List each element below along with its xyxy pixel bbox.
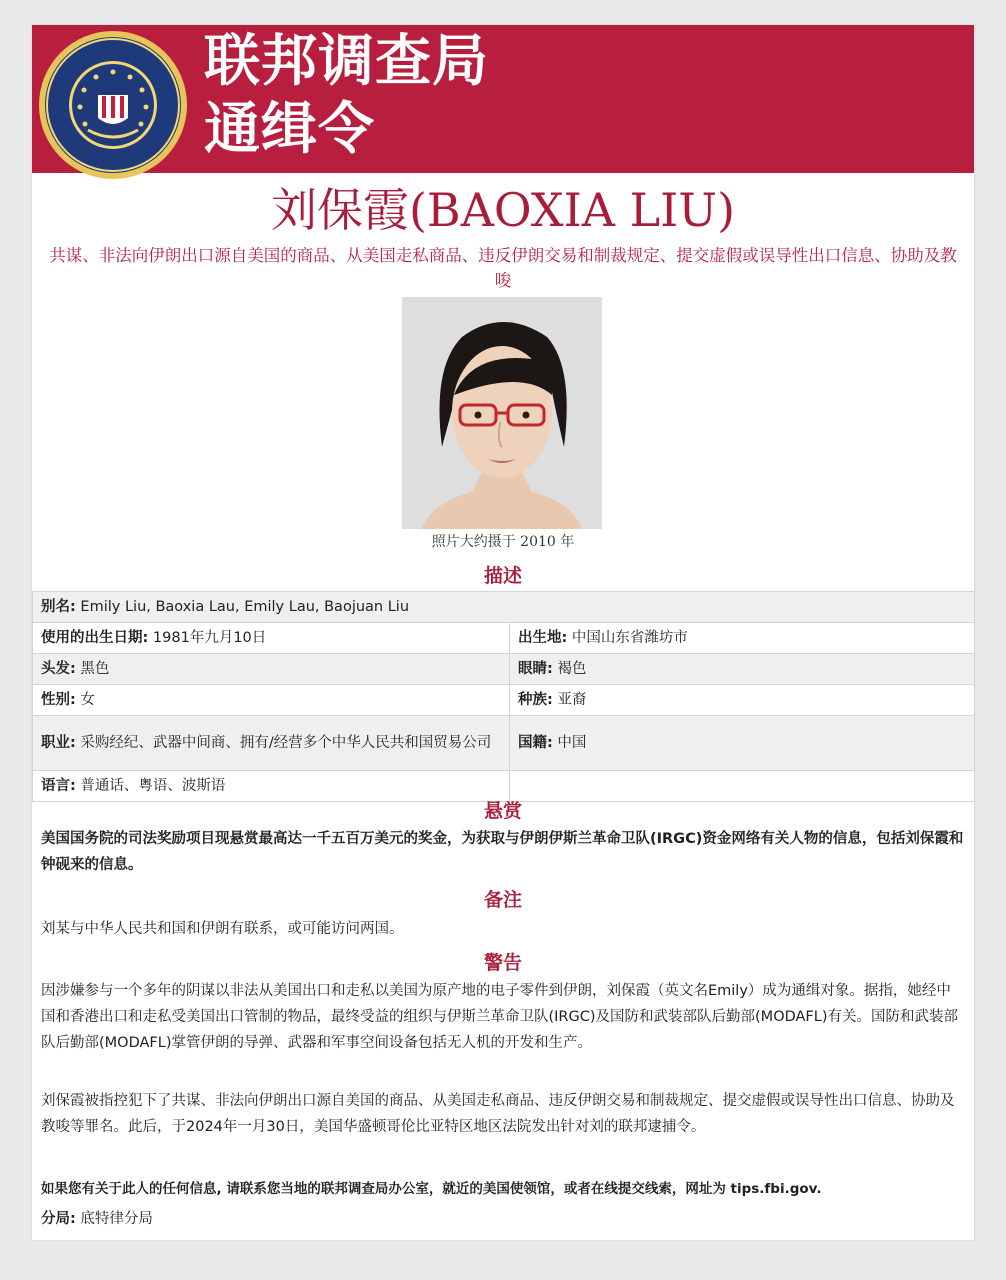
wanted-poster <box>32 25 974 1240</box>
description-heading: 描述 <box>483 565 522 587</box>
reward-text: 美国国务院的司法奖励项目现悬赏最高达一千五百万美元的奖金，为获取与伊朗伊斯兰革命卫队(IRGC)资金网络有关人物的信息，包括刘保霞和钟砚来的信息。 <box>41 831 964 873</box>
languages-value: 普通话、粤语、波斯语 <box>80 778 226 794</box>
header-banner <box>32 25 974 173</box>
caution-paragraph-2: 刘保霞被指控犯下了共谋、非法向伊朗出口源自美国的商品、从美国走私商品、违反伊朗交易和制裁规定、提交虚假或误导性出口信息、协助及教唆等罪名。此后，于2024年一月30日，美国华盛顿哥伦比亚特区地区法院发出针对刘的联邦逮捕令。 <box>41 1093 955 1135</box>
table-row <box>33 592 975 623</box>
dob-label: 使用的出生日期: <box>41 630 149 646</box>
race-cell <box>510 685 975 716</box>
contact-text: 如果您有关于此人的任何信息, 请联系您当地的联邦调查局办公室，就近的美国使领馆，或者在线提交线索，网址为 tips.fbi.gov. <box>41 1181 822 1197</box>
sex-cell <box>33 685 510 716</box>
table-row <box>33 685 975 716</box>
caution-paragraph-1: 因涉嫌参与一个多年的阴谋以非法从美国出口和走私以美国为原产地的电子零件到伊朗，刘保霞（英文名Emily）成为通缉对象。据指，她经中国和香港出口和走私受美国出口管制的物品，最终受益的组织与伊斯兰革命卫队(IRGC)及国防和武装部队后勤部(MODAFL)有关。国防和武装部队后勤部(MODAFL)掌管伊朗的导弹、武器和军事空间设备包括无人机的开发和生产。 <box>41 983 959 1051</box>
notice-title: 通缉令 <box>204 97 375 162</box>
pob-value: 中国山东省潍坊市 <box>571 630 688 646</box>
pob-cell <box>510 623 975 654</box>
table-row <box>33 623 975 654</box>
photo-caption: 照片大约摄于 2010 年 <box>431 534 575 550</box>
eyes-value: 褐色 <box>557 661 587 677</box>
race-label: 种族: <box>518 692 553 708</box>
caution-heading: 警告 <box>483 952 522 974</box>
nationality-label: 国籍: <box>518 735 553 751</box>
eyes-label: 眼睛: <box>518 661 553 677</box>
occupation-cell <box>33 716 510 771</box>
pob-label: 出生地: <box>518 630 568 646</box>
aliases-cell <box>33 592 975 623</box>
remarks-text: 刘某与中华人民共和国和伊朗有联系，或可能访问两国。 <box>41 921 404 937</box>
charges-text: 共谋、非法向伊朗出口源自美国的商品、从美国走私商品、违反伊朗交易和制裁规定、提交虚假或误导性出口信息、协助及教唆 <box>49 246 957 290</box>
eyes-cell <box>510 654 975 685</box>
table-row <box>33 654 975 685</box>
subject-photo <box>402 297 602 529</box>
subject-name: 刘保霞(BAOXIA LIU) <box>270 183 736 237</box>
reward-heading: 悬赏 <box>483 800 522 822</box>
field-office <box>41 1206 965 1232</box>
field-office-label: 分局: <box>41 1211 76 1227</box>
hair-label: 头发: <box>41 661 76 677</box>
fbi-seal-icon <box>38 30 188 180</box>
aliases-label: 别名: <box>41 599 76 615</box>
table-row <box>33 716 975 771</box>
nationality-cell <box>510 716 975 771</box>
race-value: 亚裔 <box>557 692 587 708</box>
nationality-value: 中国 <box>557 735 587 751</box>
portrait-image <box>402 297 602 529</box>
sex-value: 女 <box>80 692 95 708</box>
field-office-value: 底特律分局 <box>80 1211 153 1227</box>
aliases-value: Emily Liu, Baoxia Lau, Emily Lau, Baojuan Liu <box>80 599 410 615</box>
occupation-value: 采购经纪、武器中间商、拥有/经营多个中华人民共和国贸易公司 <box>80 735 492 751</box>
dob-cell <box>33 623 510 654</box>
dob-value: 1981年九月10日 <box>152 630 267 646</box>
languages-label: 语言: <box>41 778 76 794</box>
hair-value: 黑色 <box>80 661 110 677</box>
description-table <box>32 591 975 802</box>
agency-title: 联邦调查局 <box>204 29 489 94</box>
occupation-label: 职业: <box>41 735 76 751</box>
sex-label: 性别: <box>41 692 76 708</box>
hair-cell <box>33 654 510 685</box>
remarks-heading: 备注 <box>483 889 522 911</box>
